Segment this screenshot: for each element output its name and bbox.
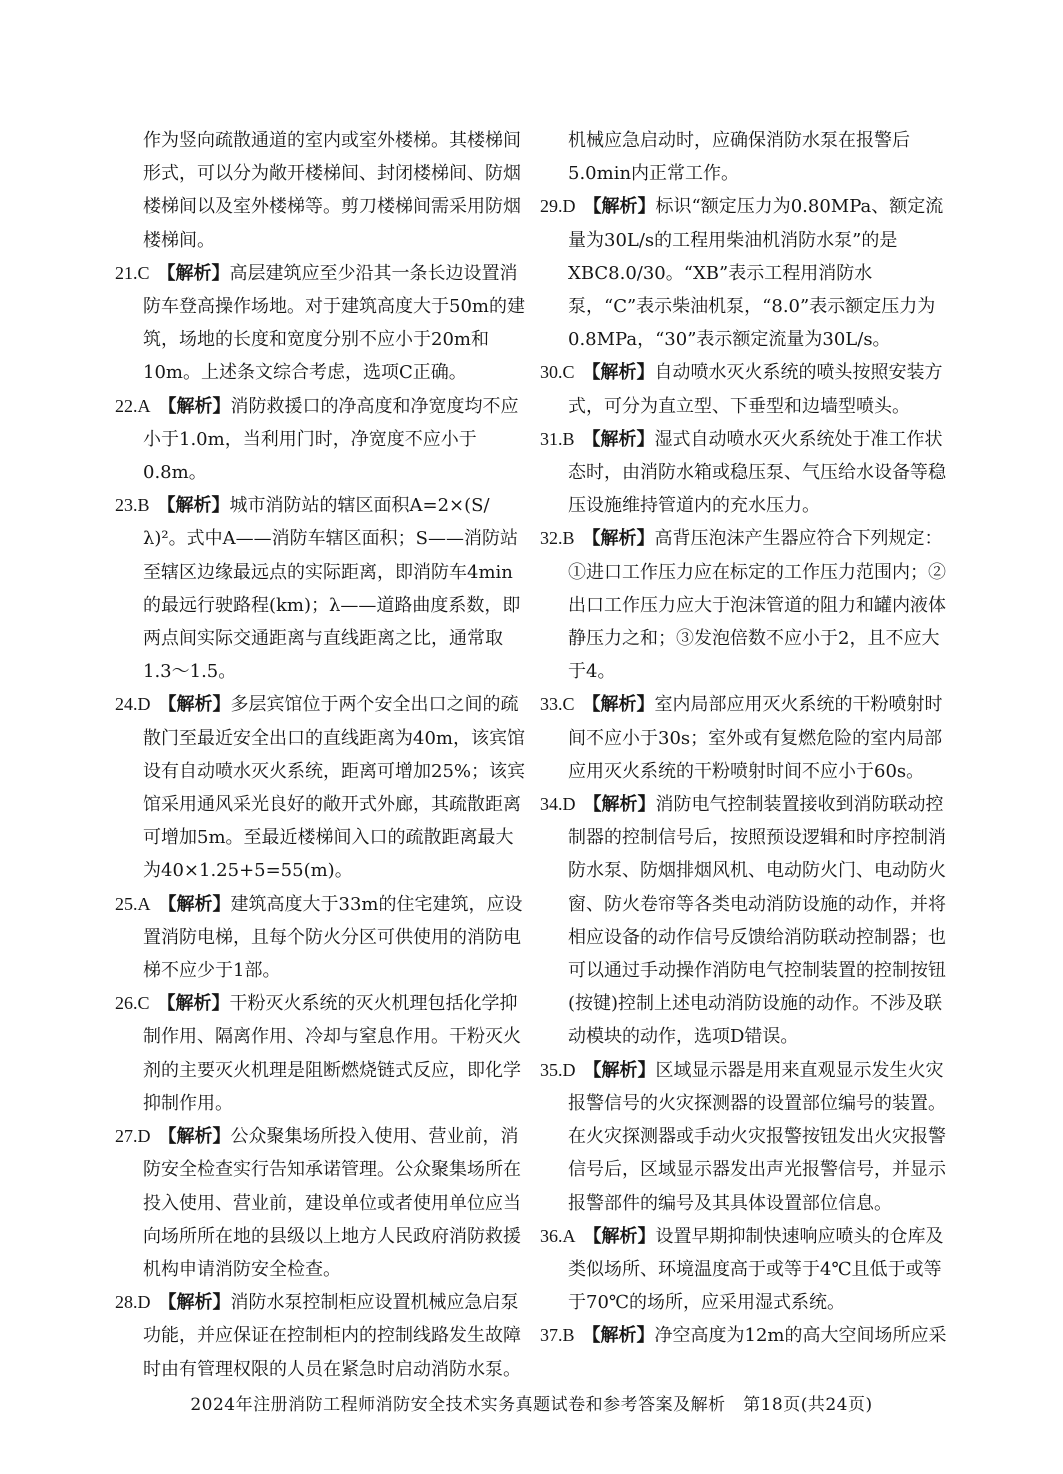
- answer-number: 28.D: [115, 1292, 151, 1313]
- analysis-tag: 【解析】: [582, 528, 655, 550]
- answer-number: 35.D: [540, 1059, 576, 1080]
- answer-item-30: [540, 356, 952, 422]
- analysis-text: 干粉灭火系统的灭火机理包括化学抑制作用、隔离作用、冷却与窒息作用。干粉灭火剂的主要灭火机理是阻断燃烧链式反应，即化学抑制作用。: [143, 993, 521, 1114]
- analysis-tag: 【解析】: [582, 1325, 655, 1347]
- analysis-tag: 【解析】: [582, 428, 655, 450]
- analysis-text: 建筑高度大于33m的住宅建筑，应设置消防电梯，且每个防火分区可供使用的消防电梯不应少于1部。: [143, 893, 523, 982]
- answer-number: 33.C: [540, 694, 575, 715]
- analysis-text: 设置早期抑制快速响应喷头的仓库及类似场所、环境温度高于或等于4℃且低于或等于70℃的场所，应采用湿式系统。: [568, 1225, 944, 1314]
- answer-number: 30.C: [540, 362, 575, 383]
- analysis-text: 公众聚集场所投入使用、营业前，消防安全检查实行告知承诺管理。公众聚集场所在投入使用、营业前，建设单位或者使用单位应当向场所所在地的县级以上地方人民政府消防救援机构申请消防安全检查。: [143, 1126, 521, 1280]
- answer-number: 22.A: [115, 395, 151, 416]
- analysis-text: 高层建筑应至少沿其一条长边设置消防车登高操作场地。对于建筑高度大于50m的建筑，场地的长度和宽度分别不应小于20m和10m。上述条文综合考虑，选项C正确。: [143, 262, 525, 384]
- analysis-tag: 【解析】: [157, 993, 230, 1015]
- analysis-tag: 【解析】: [583, 1059, 656, 1081]
- answer-number: 32.B: [540, 528, 575, 549]
- analysis-tag: 【解析】: [583, 794, 656, 816]
- continuation-paragraph: 机械应急启动时，应确保消防水泵在报警后5.0min内正常工作。: [568, 130, 910, 185]
- analysis-text: 净空高度为12m的高大空间场所应采: [654, 1325, 947, 1347]
- answer-item-26: [115, 987, 525, 1120]
- analysis-tag: 【解析】: [158, 893, 231, 915]
- left-column: [115, 124, 525, 1386]
- analysis-tag: 【解析】: [158, 1126, 231, 1148]
- answer-number: 27.D: [115, 1126, 151, 1147]
- analysis-text: 高背压泡沫产生器应符合下列规定：①进口工作压力应在标定的工作压力范围内；②出口工作压力应大于泡沫管道的阻力和罐内液体静压力之和；③发泡倍数不应小于2，且不应大于4。: [568, 528, 946, 683]
- right-column: [540, 124, 952, 1353]
- answer-number: 29.D: [540, 196, 576, 217]
- analysis-tag: 【解析】: [582, 694, 655, 716]
- analysis-tag: 【解析】: [583, 1225, 656, 1247]
- answer-number: 36.A: [540, 1225, 576, 1246]
- analysis-text: 室内局部应用灭火系统的干粉喷射时间不应小于30s；室外或有复燃危险的室内局部应用灭火系统的干粉喷射时间不应小于60s。: [568, 694, 943, 782]
- analysis-tag: 【解析】: [157, 262, 230, 284]
- answer-item-36: [540, 1220, 952, 1320]
- analysis-text: 湿式自动喷水灭火系统处于准工作状态时，由消防水箱或稳压泵、气压给水设备等稳压设施维持管道内的充水压力。: [568, 428, 946, 517]
- answer-number: 37.B: [540, 1325, 575, 1346]
- analysis-text: 城市消防站的辖区面积A=2×(S/λ)²。式中A——消防车辖区面积；S——消防站至辖区边缘最远点的实际距离，即消防车4min的最远行驶路程(km)；λ——道路曲度系数，即两点间实际交通距离与直线距离之比，通常取1.3～1.5。: [143, 495, 521, 683]
- analysis-text: 消防救援口的净高度和净宽度均不应小于1.0m，当利用门时，净宽度不应小于0.8m。: [143, 395, 519, 484]
- analysis-text: 区域显示器是用来直观显示发生火灾报警信号的火灾探测器的设置部位编号的装置。在火灾探测器或手动火灾报警按钮发出火灾报警信号后，区域显示器发出声光报警信号，并显示报警部件的编号及其具体设置部位信息。: [568, 1059, 946, 1214]
- answer-item-21: [115, 257, 525, 390]
- answer-number: 25.A: [115, 893, 151, 914]
- continuation-paragraph: 作为竖向疏散通道的室内或室外楼梯。其楼梯间形式，可以分为敞开楼梯间、封闭楼梯间、防烟楼梯间以及室外楼梯等。剪刀楼梯间需采用防烟楼梯间。: [143, 130, 521, 251]
- analysis-tag: 【解析】: [582, 362, 655, 384]
- answer-number: 21.C: [115, 262, 150, 283]
- analysis-tag: 【解析】: [158, 694, 231, 716]
- answer-item-37: [540, 1319, 952, 1352]
- answer-number: 24.D: [115, 694, 151, 715]
- answer-item-29: [540, 190, 952, 356]
- answer-number: 34.D: [540, 794, 576, 815]
- answer-number: 26.C: [115, 993, 150, 1014]
- page-footer: 2024年注册消防工程师消防安全技术实务真题试卷和参考答案及解析 第18页(共24页): [190, 1395, 873, 1415]
- analysis-text: 消防电气控制装置接收到消防联动控制器的控制信号后，按照预设逻辑和时序控制消防水泵、防烟排烟风机、电动防火门、电动防火窗、防火卷帘等各类电动消防设施的动作，并将相应设备的动作信号反馈给消防联动控制器；也可以通过手动操作消防电气控制装置的控制按钮(按键)控制上述电动消防设施的动作。不涉及联动模块的动作，选项D错误。: [568, 794, 946, 1048]
- answer-number: 31.B: [540, 428, 575, 449]
- answer-item-28: [115, 1286, 525, 1386]
- answer-item-35: [540, 1054, 952, 1220]
- answer-item-23: [115, 489, 525, 688]
- answer-item-25: [115, 888, 525, 988]
- answer-item-32: [540, 522, 952, 688]
- analysis-tag: 【解析】: [157, 495, 230, 517]
- analysis-text: 标识“额定压力为0.80MPa、额定流量为30L/s的工程用柴油机消防水泵”的是XBC8.0/30。“XB”表示工程用消防水泵，“C”表示柴油机泵，“8.0”表示额定压力为0.8MPa，“30”表示额定流量为30L/s。: [568, 196, 944, 351]
- answer-number: 23.B: [115, 495, 150, 516]
- answer-item-33: [540, 688, 952, 788]
- analysis-tag: 【解析】: [158, 1292, 231, 1314]
- analysis-text: 自动喷水灭火系统的喷头按照安装方式，可分为直立型、下垂型和边墙型喷头。: [568, 362, 943, 417]
- answer-item-24: [115, 688, 525, 887]
- answer-item-22: [115, 390, 525, 490]
- analysis-tag: 【解析】: [583, 196, 656, 218]
- analysis-text: 消防水泵控制柜应设置机械应急启泵功能，并应保证在控制柜内的控制线路发生故障时由有管理权限的人员在紧急时启动消防水泵。: [143, 1292, 521, 1380]
- answer-item-31: [540, 423, 952, 523]
- answer-item-34: [540, 788, 952, 1054]
- answer-item-27: [115, 1120, 525, 1286]
- analysis-text: 多层宾馆位于两个安全出口之间的疏散门至最近安全出口的直线距离为40m，该宾馆设有自动喷水灭火系统，距离可增加25%；该宾馆采用通风采光良好的敞开式外廊，其疏散距离可增加5m。至最近楼梯间入口的疏散距离最大为40×1.25+5=55(m)。: [143, 694, 526, 882]
- analysis-tag: 【解析】: [158, 395, 231, 417]
